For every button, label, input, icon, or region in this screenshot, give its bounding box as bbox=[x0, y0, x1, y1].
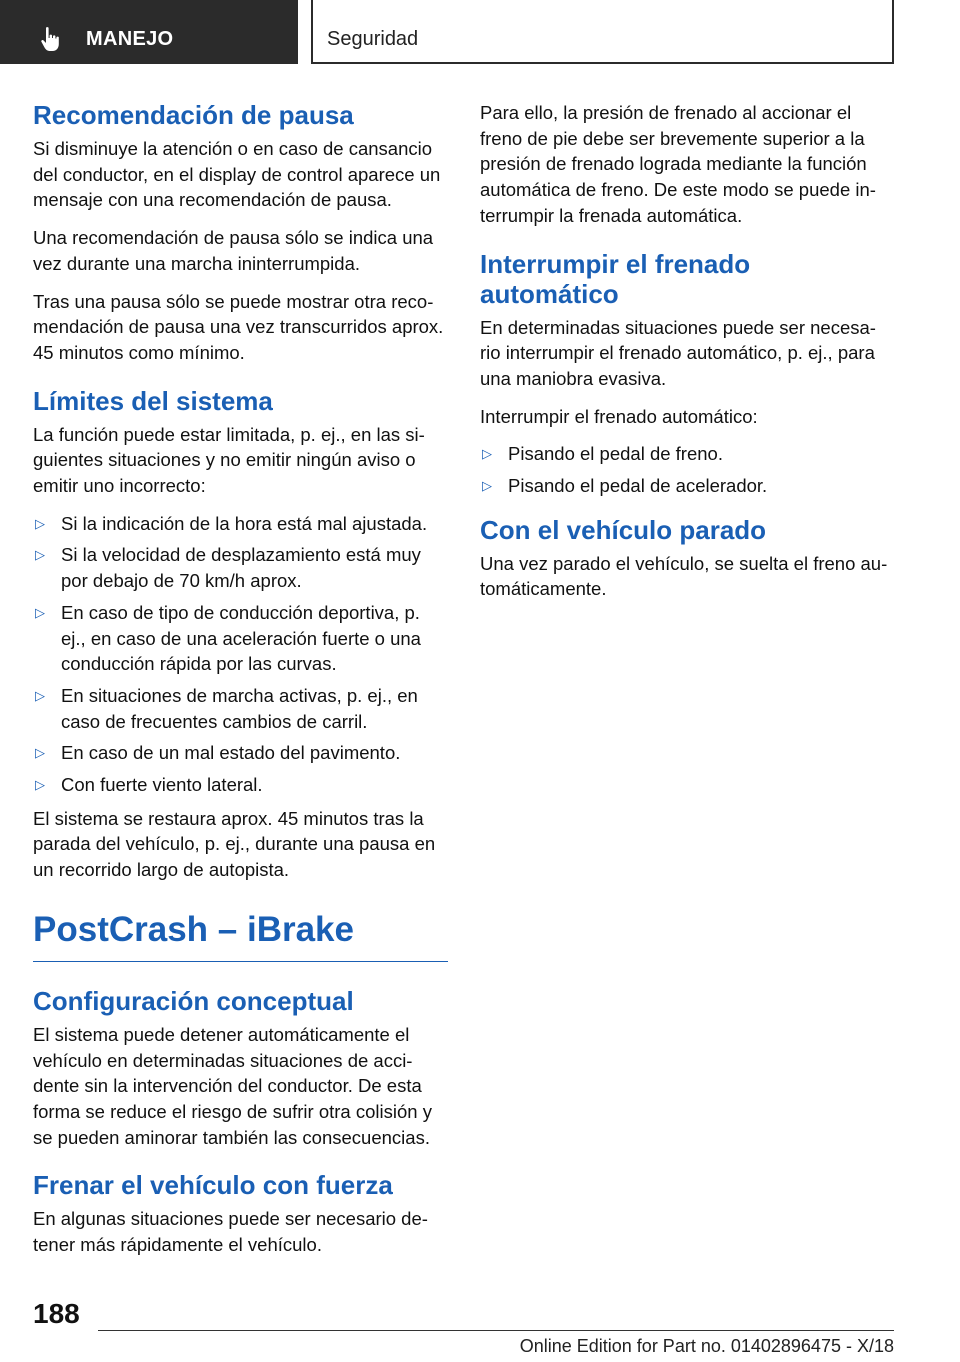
left-column bbox=[33, 100, 448, 1270]
list-item: ▷ Si la velocidad de desplazamiento está muy por debajo de 70 km/h aprox. bbox=[35, 544, 421, 592]
paragraph: El sistema se restaura aprox. 45 minutos tras la parada del vehículo, p. ej., durante una pausa en un recorrido largo de autopista. bbox=[33, 807, 436, 881]
paragraph: Una recomendación de pausa sólo se indica una vez durante una marcha ininterrumpida. bbox=[33, 227, 434, 274]
heading-vehicle-parked: Con el vehículo parado bbox=[480, 514, 767, 545]
chapter-header bbox=[311, 0, 894, 64]
hand-pointer-icon bbox=[40, 26, 64, 52]
paragraph: Para ello, la presión de frenado al accionar el freno de pie debe ser brevemente superior a la presión de frenado lograda mediante la función automática de freno. De este modo se puede in-terrumpir la frenada automática. bbox=[480, 102, 876, 226]
heading-interrupt-braking: Interrumpir el frenado automático bbox=[480, 248, 751, 309]
footer-divider bbox=[98, 1330, 894, 1331]
triangle-bullet-icon: ▷ bbox=[35, 687, 45, 703]
paragraph: El sistema puede detener automáticamente el vehículo en determinadas situaciones de acci-dente sin la intervención del conductor. De esta forma se reduce el riesgo de sufrir otra colisión y se pueden aminorar también las consecuencias. bbox=[33, 1023, 432, 1148]
section-tab-label: MANEJO bbox=[86, 28, 174, 50]
paragraph: En determinadas situaciones puede ser necesa-rio interrumpir el frenado automático, p. ej., para una maniobra evasiva. bbox=[480, 316, 876, 389]
paragraph: Si disminuye la atención o en caso de cansancio del conductor, en el display de control aparece un mensaje con una recomendación de pausa. bbox=[33, 138, 441, 211]
list-item: ▷ En caso de tipo de conducción deportiva, p. ej., en caso de una aceleración fuerte o una conducción rápida por las curvas. bbox=[35, 601, 421, 675]
list-item: ▷ Si la indicación de la hora está mal ajustada. bbox=[33, 511, 448, 537]
heading-brake-hard: Frenar el vehículo con fuerza bbox=[33, 1170, 393, 1201]
triangle-bullet-icon: ▷ bbox=[35, 604, 45, 620]
triangle-bullet-icon: ▷ bbox=[35, 777, 45, 793]
paragraph: Interrumpir el frenado automático: bbox=[480, 405, 758, 427]
triangle-bullet-icon: ▷ bbox=[35, 515, 45, 531]
paragraph: Tras una pausa sólo se puede mostrar otra reco-mendación de pausa una vez transcurridos aprox. 45 minutos como mínimo. bbox=[33, 290, 444, 363]
list-item: ▷ En situaciones de marcha activas, p. ej., en caso de frecuentes cambios de carril. bbox=[35, 684, 418, 732]
paragraph: En algunas situaciones puede ser necesario de-tener más rápidamente el vehículo. bbox=[33, 1208, 428, 1256]
triangle-bullet-icon: ▷ bbox=[482, 446, 492, 462]
triangle-bullet-icon: ▷ bbox=[482, 478, 492, 494]
triangle-bullet-icon: ▷ bbox=[35, 547, 45, 563]
list-item: ▷ En caso de un mal estado del pavimento. bbox=[33, 740, 448, 766]
paragraph: Una vez parado el vehículo, se suelta el freno au-tomáticamente. bbox=[480, 552, 888, 600]
heading-concept: Configuración conceptual bbox=[33, 985, 354, 1016]
list-item: ▷ Con fuerte viento lateral. bbox=[33, 772, 448, 798]
heading-pause-recommendation: Recomendación de pausa bbox=[33, 100, 354, 130]
footer-edition-text: Online Edition for Part no. 01402896475 - X/18 bbox=[519, 1336, 894, 1356]
list-item: ▷ Pisando el pedal de freno. bbox=[480, 441, 894, 467]
paragraph: La función puede estar limitada, p. ej., en las si-guientes situaciones y no emitir ningún aviso o emitir uno incorrecto: bbox=[33, 423, 425, 497]
heading-postcrash-ibrake: PostCrash – iBrake bbox=[33, 909, 448, 962]
list-item: ▷ Pisando el pedal de acelerador. bbox=[480, 473, 894, 499]
header-tab bbox=[0, 0, 298, 64]
page-number: 188 bbox=[33, 1298, 80, 1329]
limits-list bbox=[33, 511, 448, 798]
interrupt-list bbox=[480, 441, 894, 498]
chapter-title: Seguridad bbox=[327, 28, 419, 50]
triangle-bullet-icon: ▷ bbox=[35, 745, 45, 761]
heading-system-limits: Límites del sistema bbox=[33, 385, 273, 416]
right-column bbox=[480, 100, 894, 614]
